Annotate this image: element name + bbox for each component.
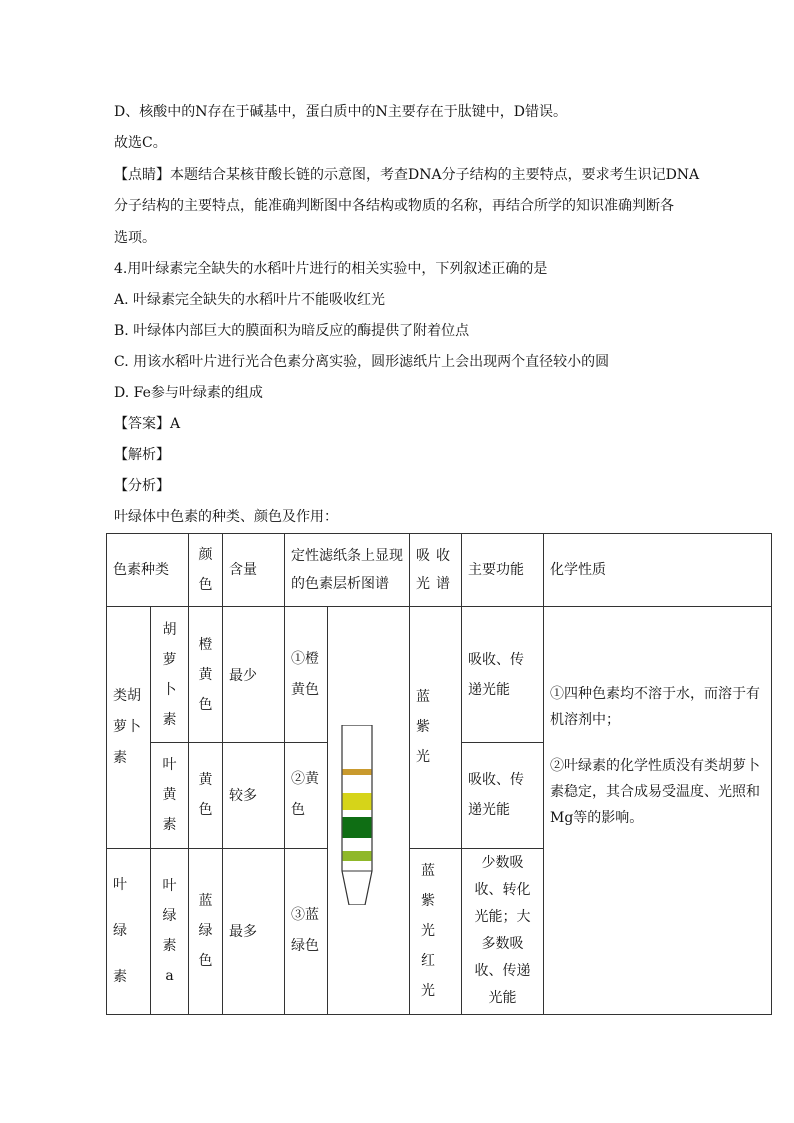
header-color: 颜色 — [189, 534, 223, 607]
row3-amount: 最多 — [223, 848, 285, 1014]
line-d-option-analysis: D、核酸中的N存在于碱基中，蛋白质中的N主要存在于肽键中，D错误。 — [114, 104, 567, 120]
row3-color: 蓝绿色 — [189, 848, 223, 1014]
line-answer-choice: 故选C。 — [114, 135, 167, 151]
line-tip-2: 分子结构的主要特点，能准确判断图中各结构或物质的名称，再结合所学的知识准确判断各 — [114, 198, 674, 214]
header-chromatogram: 定性滤纸条上显现的色素层析图谱 — [285, 534, 410, 607]
row1-band: ①橙黄色 — [285, 607, 328, 743]
chromatogram-cell — [328, 607, 410, 1015]
band-chlorophyll-a — [343, 817, 372, 838]
row2-amount: 较多 — [223, 743, 285, 848]
row3-function: 少数吸收、转化光能；大多数吸收、传递光能 — [462, 848, 544, 1014]
header-chemistry: 化学性质 — [544, 534, 772, 607]
header-kind: 色素种类 — [107, 534, 189, 607]
filter-paper-strip — [339, 725, 375, 905]
header-function: 主要功能 — [462, 534, 544, 607]
question-4: 4.用叶绿素完全缺失的水稻叶片进行的相关实验中，下列叙述正确的是 — [114, 261, 548, 277]
row3-band: ③蓝绿色 — [285, 848, 328, 1014]
row2-name: 叶黄素 — [151, 743, 189, 848]
row1-function: 吸收、传递光能 — [462, 607, 544, 743]
pigment-table — [106, 533, 772, 1015]
table-intro: 叶绿体中色素的种类、颜色及作用： — [114, 509, 338, 525]
line-tip-3: 选项。 — [114, 230, 156, 246]
option-b: B. 叶绿体内部巨大的膜面积为暗反应的酶提供了附着位点 — [114, 323, 470, 339]
row1-name: 胡萝卜素 — [151, 607, 189, 743]
band-chlorophyll-b — [343, 851, 372, 861]
row2-color: 黄色 — [189, 743, 223, 848]
option-a: A. 叶绿素完全缺失的水稻叶片不能吸收红光 — [114, 292, 386, 308]
header-amount: 含量 — [223, 534, 285, 607]
spectrum-chlorophyll: 蓝紫光 红光 — [410, 848, 462, 1014]
row1-color: 橙黄色 — [189, 607, 223, 743]
chemistry-cell: ①四种色素均不溶于水，而溶于有机溶剂中； ②叶绿素的化学性质没有类胡萝卜素稳定，其合成易受温度、光照和Mg等的影响。 — [544, 607, 772, 1015]
band-carotene — [343, 769, 372, 775]
jiexi-label: 【解析】 — [114, 447, 170, 463]
answer-label: 【答案】A — [114, 416, 181, 432]
group-carotenoids: 类胡萝卜素 — [107, 607, 151, 849]
row1-amount: 最少 — [223, 607, 285, 743]
option-c: C. 用该水稻叶片进行光合色素分离实验，圆形滤纸片上会出现两个直径较小的圆 — [114, 354, 610, 370]
fenxi-label: 【分析】 — [114, 478, 170, 494]
option-d: D. Fe参与叶绿素的组成 — [114, 385, 263, 401]
row2-band: ②黄色 — [285, 743, 328, 848]
spectrum-carotenoids: 蓝紫光 — [410, 607, 462, 849]
row3-name: 叶绿素a — [151, 848, 189, 1014]
row2-function: 吸收、传递光能 — [462, 743, 544, 848]
band-xanthophyll — [343, 793, 372, 810]
group-chlorophyll: 叶绿素 — [107, 848, 151, 1014]
header-spectrum: 吸收光谱 — [410, 534, 462, 607]
line-tip-1: 【点睛】本题结合某核苷酸长链的示意图，考查DNA分子结构的主要特点，要求考生识记DNA — [114, 167, 700, 183]
